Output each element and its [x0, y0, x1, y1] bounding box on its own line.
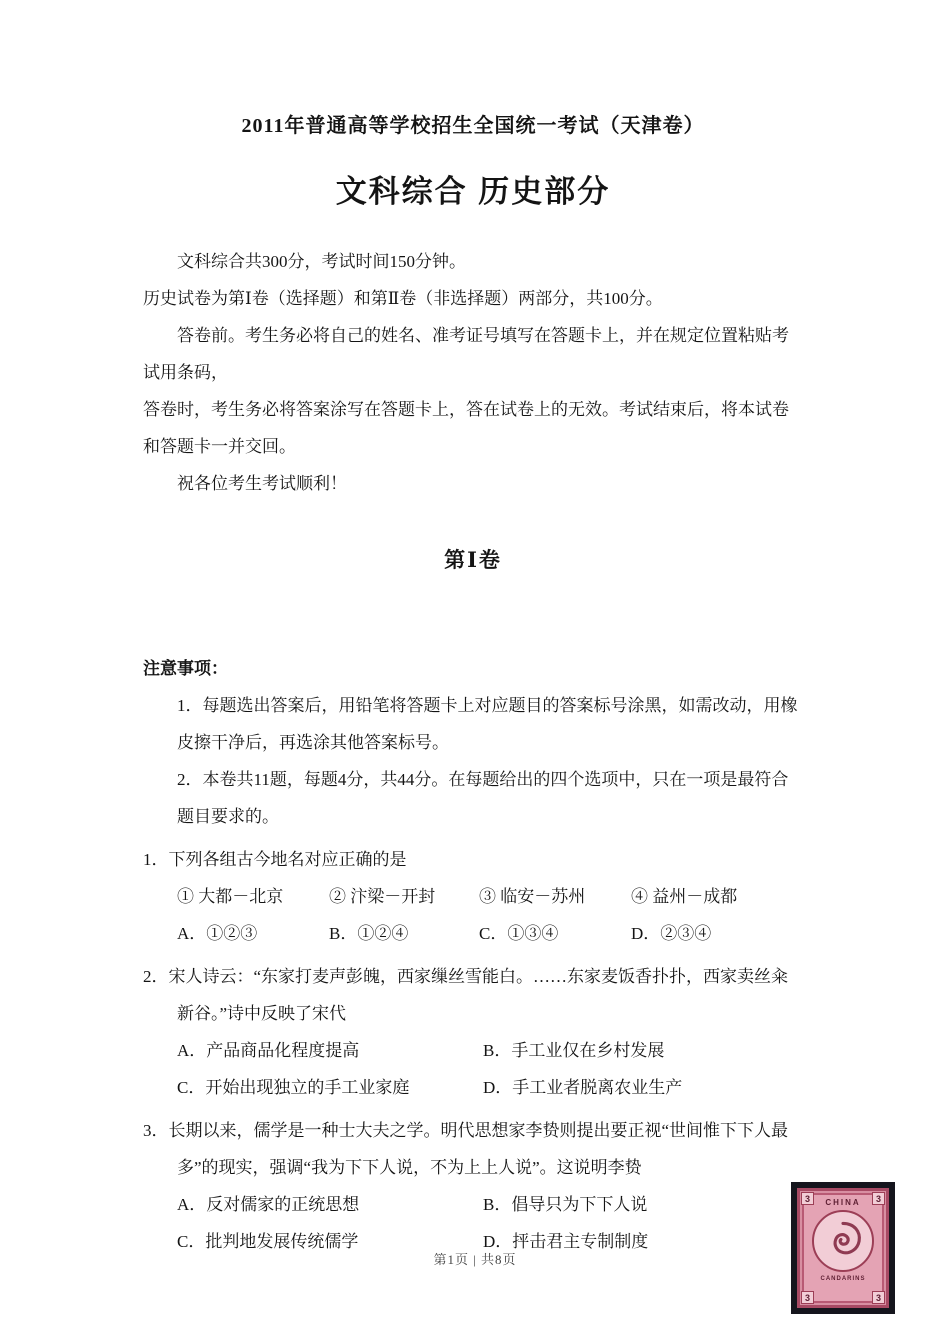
stamp-corner-value: 3: [872, 1291, 885, 1304]
question-options: [177, 1032, 803, 1106]
question-choice-items: [177, 878, 803, 915]
choice-item: ④ 益州－成都: [631, 887, 738, 906]
option-item: C．①③④: [479, 924, 559, 943]
doc-title: 2011年普通高等学校招生全国统一考试（天津卷）: [241, 115, 705, 137]
stamp-image: [791, 1182, 895, 1314]
intro-paragraph: 答卷前。考生务必将自己的姓名、准考证号填写在答题卡上，并在规定位置粘贴考试用条码，: [143, 326, 789, 382]
option-item: D．②③④: [631, 924, 712, 943]
question-stem: 下列各组古今地名对应正确的是: [168, 850, 407, 869]
question-stem: 长期以来，儒学是一种士大夫之学。明代思想家李贽则提出要正视“世间惟下下人最多”的现实，强调“我为下下人说，不为上上人说”。这说明李贽: [168, 1121, 789, 1177]
option-item: B．①②④: [329, 924, 409, 943]
notice-text: 每题选出答案后，用铅笔将答题卡上对应题目的答案标号涂黑，如需改动，用橡皮擦干净后，再选涂其他答案标号。: [177, 696, 798, 752]
option-item: A．产品商品化程度提高: [177, 1041, 360, 1060]
question-options: [177, 915, 803, 952]
notice-item: [177, 761, 803, 835]
question: [143, 958, 803, 1032]
stamp-corner-value: 3: [801, 1291, 814, 1304]
dragon-icon: [817, 1213, 869, 1270]
option-item: C．开始出现独立的手工业家庭: [177, 1078, 410, 1097]
option-item: A．反对儒家的正统思想: [177, 1195, 360, 1214]
notice-number: 2．: [177, 770, 203, 789]
intro-paragraph: 答卷时，考生务必将答案涂写在答题卡上，答在试卷上的无效。考试结束后，将本试卷和答题卡一并交回。: [143, 400, 789, 456]
question-number: 2．: [143, 967, 169, 986]
option-item: D．手工业者脱离农业生产: [483, 1078, 683, 1097]
question-stem: 宋人诗云：“东家打麦声彭魄，西家缫丝雪能白。……东家麦饭香扑扑，西家卖丝籴新谷。”诗中反映了宋代: [168, 967, 789, 1023]
page-footer: 第1页 | 共8页: [433, 1252, 517, 1267]
intro-paragraph: 历史试卷为第Ⅰ卷（选择题）和第Ⅱ卷（非选择题）两部分，共100分。: [143, 289, 663, 308]
option-item: B．倡导只为下下人说: [483, 1195, 648, 1214]
section-heading: 第Ⅰ卷: [444, 548, 502, 572]
stamp-country-label: CHINA: [825, 1198, 861, 1207]
option-item: A．①②③: [177, 924, 258, 943]
doc-subtitle: 文科综合 历史部分: [335, 174, 611, 209]
notice-text: 本卷共11题，每题4分，共44分。在每题给出的四个选项中，只在一项是最符合题目要求的。: [177, 770, 789, 826]
option-item: C．批判地发展传统儒学: [177, 1232, 359, 1251]
intro-paragraph: 祝各位考生考试顺利！: [177, 474, 347, 493]
choice-item: ① 大都－北京: [177, 887, 284, 906]
choice-item: ③ 临安－苏州: [479, 887, 586, 906]
notice-item: [177, 687, 803, 761]
notice-number: 1．: [177, 696, 203, 715]
notice-heading: 注意事项：: [143, 659, 228, 678]
option-item: D．抨击君主专制制度: [483, 1232, 649, 1251]
question: [143, 1112, 803, 1186]
dragon-stamp: [797, 1188, 889, 1308]
stamp-corner-value: 3: [801, 1192, 814, 1205]
intro-block: [143, 243, 803, 502]
stamp-medallion: [812, 1210, 874, 1272]
stamp-corner-value: 3: [872, 1192, 885, 1205]
intro-paragraph: 文科综合共300分，考试时间150分钟。: [177, 252, 466, 271]
question-number: 1．: [143, 850, 169, 869]
option-item: B．手工业仅在乡村发展: [483, 1041, 665, 1060]
question-number: 3．: [143, 1121, 169, 1140]
question: [143, 841, 803, 878]
choice-item: ② 汴梁－开封: [329, 887, 436, 906]
stamp-denomination-label: CANDARINS: [820, 1276, 866, 1282]
